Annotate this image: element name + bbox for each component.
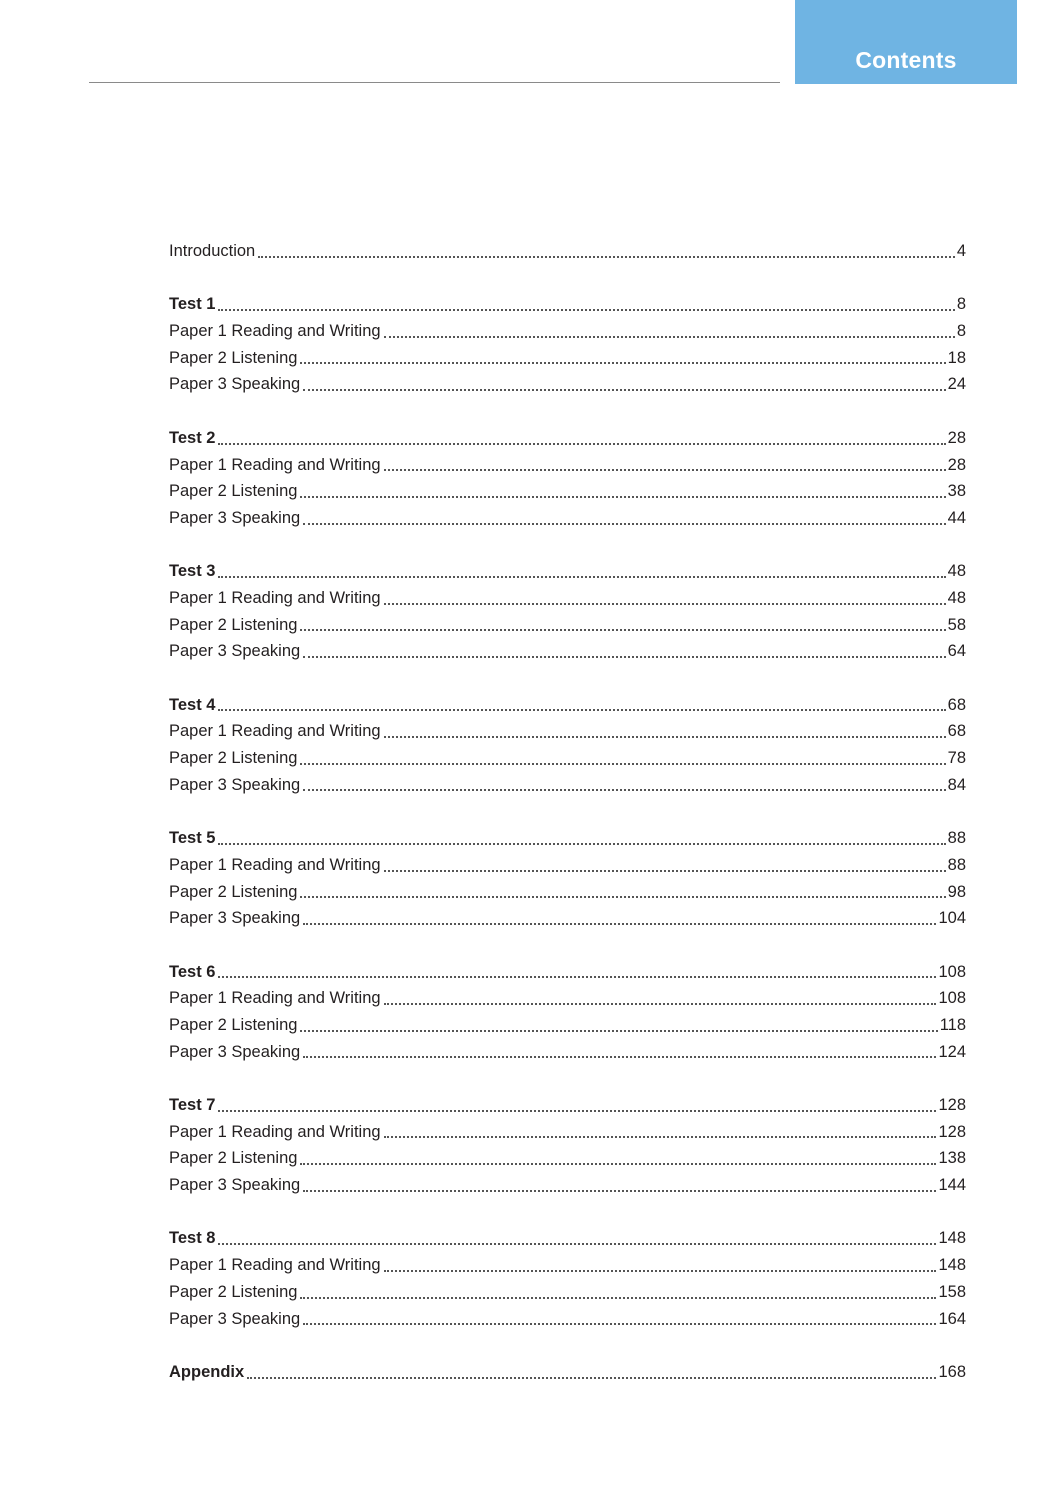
dot-leader [300, 1279, 937, 1306]
toc-entry-page: 168 [938, 1362, 966, 1381]
toc-entry-title: Paper 1 Reading and Writing [169, 1256, 381, 1275]
toc-entry-title: Paper 3 Speaking [169, 642, 301, 661]
toc-entry-page: 88 [947, 855, 966, 874]
toc-entry-introduction[interactable] [169, 238, 966, 265]
section-spacer [169, 265, 966, 292]
section-spacer [169, 398, 966, 425]
dot-leader [218, 959, 937, 986]
toc-entry-page: 148 [938, 1256, 966, 1275]
dot-leader [303, 371, 946, 398]
toc-entry-test[interactable] [169, 959, 966, 986]
toc-entry-paper[interactable] [169, 1012, 966, 1039]
toc-entry-page: 108 [938, 989, 966, 1008]
toc-entry-title: Paper 3 Speaking [169, 1176, 301, 1195]
header-divider [89, 82, 780, 83]
toc-entry-title: Test 6 [169, 962, 216, 981]
dot-leader [384, 985, 938, 1012]
toc-entry-title: Test 3 [169, 562, 216, 581]
toc-entry-title: Paper 1 Reading and Writing [169, 855, 381, 874]
toc-entry-test[interactable] [169, 558, 966, 585]
dot-leader [303, 905, 937, 932]
dot-leader [300, 612, 946, 639]
dot-leader [218, 1092, 937, 1119]
toc-entry-page: 8 [956, 295, 966, 314]
toc-entry-paper[interactable] [169, 745, 966, 772]
dot-leader [300, 478, 946, 505]
dot-leader [384, 452, 947, 479]
toc-entry-page: 164 [938, 1309, 966, 1328]
toc-entry-title: Paper 2 Listening [169, 348, 298, 367]
toc-entry-paper[interactable] [169, 879, 966, 906]
section-spacer [169, 932, 966, 959]
dot-leader [384, 585, 947, 612]
dot-leader [300, 879, 946, 906]
toc-entry-paper[interactable] [169, 612, 966, 639]
toc-entry-page: 148 [938, 1229, 966, 1248]
dot-leader [384, 852, 947, 879]
contents-header-tab [795, 0, 1017, 84]
toc-entry-title: Paper 2 Listening [169, 482, 298, 501]
toc-entry-paper[interactable] [169, 638, 966, 665]
toc-entry-paper[interactable] [169, 478, 966, 505]
toc-entry-title: Paper 1 Reading and Writing [169, 989, 381, 1008]
table-of-contents [169, 238, 966, 1386]
dot-leader [247, 1359, 937, 1386]
toc-section-test-4 [169, 692, 966, 799]
dot-leader [218, 425, 946, 452]
toc-entry-page: 124 [938, 1042, 966, 1061]
toc-section-test-5 [169, 825, 966, 932]
toc-entry-title: Appendix [169, 1362, 245, 1381]
toc-section-test-7 [169, 1092, 966, 1199]
toc-entry-title: Paper 2 Listening [169, 1015, 298, 1034]
toc-entry-title: Paper 1 Reading and Writing [169, 322, 381, 341]
toc-entry-paper[interactable] [169, 345, 966, 372]
toc-entry-test[interactable] [169, 425, 966, 452]
toc-entry-page: 128 [938, 1096, 966, 1114]
dot-leader [218, 825, 946, 852]
toc-entry-paper[interactable] [169, 1039, 966, 1066]
toc-entry-page: 48 [947, 588, 966, 607]
toc-entry-page: 58 [947, 615, 966, 634]
toc-section-test-2 [169, 425, 966, 532]
toc-entry-page: 104 [938, 909, 966, 928]
toc-entry-title: Paper 3 Speaking [169, 1309, 301, 1328]
toc-entry-title: Test 8 [169, 1229, 216, 1248]
toc-entry-title: Paper 2 Listening [169, 882, 298, 901]
dot-leader [258, 238, 956, 265]
toc-entry-title: Paper 2 Listening [169, 749, 298, 768]
toc-entry-title: Paper 3 Speaking [169, 1042, 301, 1061]
toc-entry-title: Test 1 [169, 295, 216, 314]
toc-entry-title: Paper 3 Speaking [169, 909, 301, 928]
section-spacer [169, 1065, 966, 1092]
toc-entry-page: 84 [947, 775, 966, 794]
toc-entry-test[interactable] [169, 1225, 966, 1252]
dot-leader [218, 558, 946, 585]
toc-entry-paper[interactable] [169, 1119, 966, 1146]
dot-leader [218, 291, 955, 318]
toc-entry-paper[interactable] [169, 985, 966, 1012]
toc-entry-title: Paper 1 Reading and Writing [169, 455, 381, 474]
toc-entry-page: 78 [947, 749, 966, 768]
toc-entry-page: 68 [947, 695, 966, 714]
section-spacer [169, 1199, 966, 1226]
dot-leader [384, 1252, 938, 1279]
toc-entry-title: Paper 3 Speaking [169, 375, 301, 394]
toc-entry-title: Test 2 [169, 428, 216, 447]
dot-leader [300, 745, 946, 772]
toc-entry-paper[interactable] [169, 585, 966, 612]
dot-leader [218, 1225, 937, 1252]
dot-leader [303, 772, 946, 799]
toc-entry-paper[interactable] [169, 505, 966, 532]
toc-entry-page: 28 [947, 428, 966, 447]
toc-entry-page: 64 [947, 642, 966, 661]
dot-leader [384, 318, 956, 345]
dot-leader [384, 1119, 938, 1146]
dot-leader [303, 1172, 937, 1199]
toc-entry-page: 24 [947, 375, 966, 394]
dot-leader [384, 718, 947, 745]
dot-leader [218, 692, 946, 719]
toc-entry-title: Paper 1 Reading and Writing [169, 722, 381, 741]
toc-entry-page: 118 [939, 1015, 966, 1034]
toc-entry-paper[interactable] [169, 452, 966, 479]
toc-entry-page: 98 [947, 882, 966, 901]
toc-entry-page: 38 [947, 482, 966, 501]
toc-entry-title: Paper 3 Speaking [169, 775, 301, 794]
toc-entry-paper[interactable] [169, 1306, 966, 1333]
toc-entry-title: Paper 2 Listening [169, 1149, 298, 1168]
dot-leader [303, 1306, 937, 1333]
toc-entry-title: Paper 2 Listening [169, 1282, 298, 1301]
toc-entry-page: 128 [938, 1122, 966, 1141]
toc-entry-page: 28 [947, 455, 966, 474]
toc-entry-title: Paper 2 Listening [169, 615, 298, 634]
toc-entry-paper[interactable] [169, 1172, 966, 1199]
toc-entry-paper[interactable] [169, 371, 966, 398]
dot-leader [300, 345, 946, 372]
toc-entry-title: Introduction [169, 242, 256, 260]
toc-entry-title: Test 7 [169, 1096, 216, 1114]
section-spacer [169, 532, 966, 559]
toc-entry-page: 138 [938, 1149, 966, 1168]
toc-entry-paper[interactable] [169, 905, 966, 932]
toc-entry-title: Paper 1 Reading and Writing [169, 588, 381, 607]
section-spacer [169, 798, 966, 825]
toc-entry-paper[interactable] [169, 772, 966, 799]
toc-entry-test[interactable] [169, 1092, 966, 1119]
toc-entry-paper[interactable] [169, 318, 966, 345]
toc-entry-page: 158 [938, 1282, 966, 1301]
toc-entry-title: Paper 3 Speaking [169, 508, 301, 527]
toc-entry-page: 88 [947, 829, 966, 848]
toc-entry-title: Test 4 [169, 695, 216, 714]
toc-section-test-8 [169, 1225, 966, 1332]
toc-entry-page: 68 [947, 722, 966, 741]
toc-entry-test[interactable] [169, 291, 966, 318]
toc-entry-page: 4 [956, 242, 966, 260]
dot-leader [303, 505, 946, 532]
toc-entry-paper[interactable] [169, 718, 966, 745]
toc-entry-page: 44 [947, 508, 966, 527]
section-spacer [169, 1332, 966, 1359]
section-spacer [169, 665, 966, 692]
toc-entry-page: 18 [947, 348, 966, 367]
dot-leader [300, 1145, 937, 1172]
toc-section-test-1 [169, 291, 966, 398]
toc-entry-appendix[interactable] [169, 1359, 966, 1386]
dot-leader [303, 638, 946, 665]
toc-section-test-3 [169, 558, 966, 665]
toc-entry-paper[interactable] [169, 1279, 966, 1306]
toc-entry-page: 144 [938, 1176, 966, 1195]
toc-entry-title: Test 5 [169, 829, 216, 848]
toc-entry-page: 48 [947, 562, 966, 581]
dot-leader [300, 1012, 938, 1039]
toc-entry-paper[interactable] [169, 1145, 966, 1172]
page-title: Contents [855, 47, 957, 73]
toc-entry-paper[interactable] [169, 852, 966, 879]
toc-entry-page: 8 [956, 322, 966, 341]
toc-entry-test[interactable] [169, 692, 966, 719]
toc-section-test-6 [169, 959, 966, 1066]
toc-entry-page: 108 [938, 962, 966, 981]
toc-entry-paper[interactable] [169, 1252, 966, 1279]
toc-entry-title: Paper 1 Reading and Writing [169, 1122, 381, 1141]
dot-leader [303, 1039, 937, 1066]
toc-entry-test[interactable] [169, 825, 966, 852]
